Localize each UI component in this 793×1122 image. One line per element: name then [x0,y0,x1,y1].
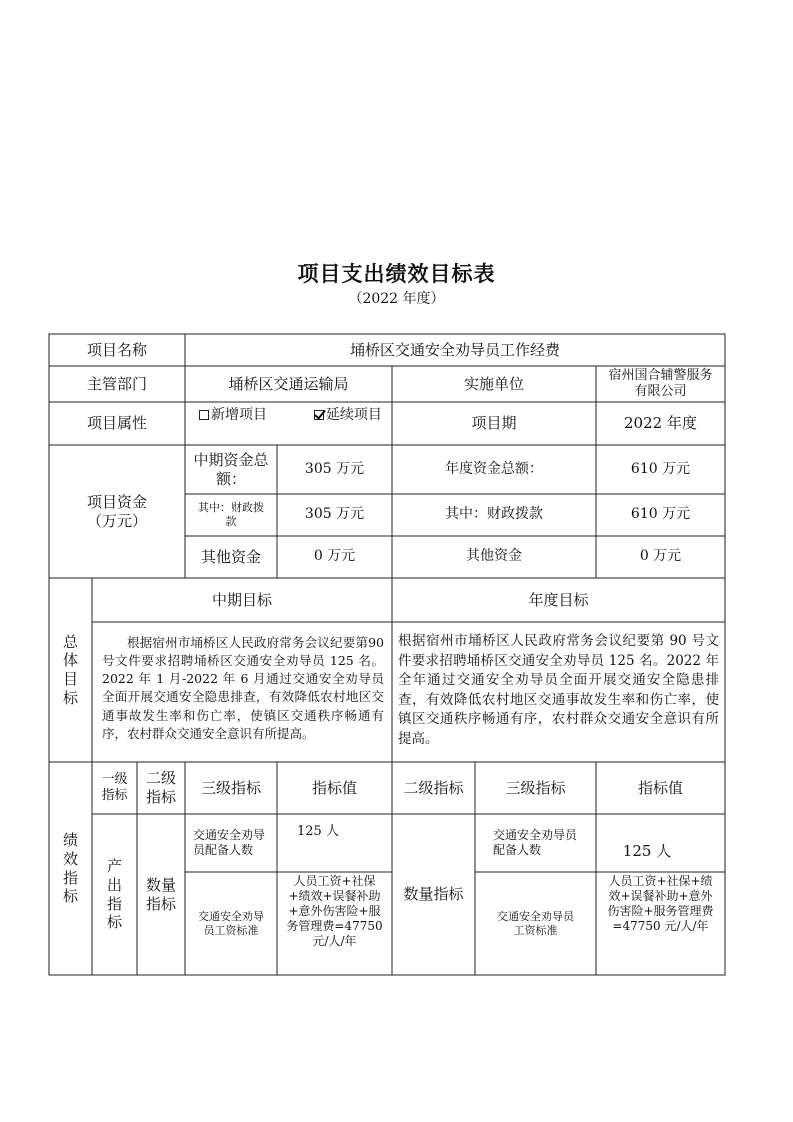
year-fiscal-value: 610 万元 [630,506,691,523]
ind2-name: 交通安全劝导员工资标准 [198,909,264,937]
ind2-value-right: 人员工资+社保+绩效+误餐补助+意外伤害险+服务管理费=47750 元/人/年 [607,874,714,933]
level2-header: 二级指标 [145,769,176,806]
period-label: 项目期 [471,414,517,433]
funds-label: 项目资金（万元） [86,492,147,530]
continued-project-checkbox[interactable] [314,410,324,420]
mid-fiscal-value: 305 万元 [304,506,365,523]
level2-header-right: 二级指标 [403,778,464,797]
page-title: 项目支出绩效目标表 [297,262,496,286]
mid-goal-text: 根据宿州市埇桥区人民政府常务会议纪要第90号文件要求招聘埇桥区交通安全劝导员 125 名。2022 年 1 月-2022 年 6 月通过交通安全劝导员全面开展交通安全隐患排查，有效降低农村地区交通事故发生率和伤亡率，使镇区交通秩序畅通有序，农村群众交通安全意识有所提高。 [102,635,384,741]
ind1-name: 交通安全劝导员配备人数 [193,828,266,857]
ind2-name-right: 交通安全劝导员工资标准 [497,909,574,937]
mid-other-label: 其他资金 [200,547,261,566]
overall-goal-label: 总体目标 [62,632,78,707]
period-value: 2022 年度 [624,414,697,433]
dept-value: 埇桥区交通运输局 [228,374,349,393]
mid-total-value: 305 万元 [304,460,365,477]
level1-header: 一级指标 [101,771,128,803]
year-fiscal-label: 其中：财政拨款 [445,506,543,523]
year-total-value: 610 万元 [630,460,691,477]
project-name-value: 埇桥区交通安全劝导员工作经费 [349,340,560,359]
year-other-value: 0 万元 [639,548,682,565]
mid-fiscal-label: 其中：财政拨款 [198,501,264,528]
page-subtitle: （2022 年度） [348,291,445,307]
value-header-right: 指标值 [637,778,683,797]
quantity-indicator-label-right: 数量指标 [403,885,464,904]
output-indicator-label: 产出指标 [106,857,122,932]
ind1-value: 125 人 [297,824,339,839]
value-header: 指标值 [311,778,357,797]
year-other-label: 其他资金 [466,548,522,565]
ind2-value: 人员工资+社保+绩效+误餐补助+意外伤害险+服务管理费=47750 元/人/年 [286,874,383,948]
year-goal-header: 年度目标 [528,590,589,609]
attr-label: 项目属性 [86,414,147,433]
attr-options [185,402,392,445]
new-project-label: 新增项目 [211,407,267,423]
impl-label: 实施单位 [463,374,524,393]
new-project-checkbox[interactable] [199,410,209,420]
level3-header: 三级指标 [200,778,261,797]
quantity-indicator-label: 数量指标 [146,875,177,913]
ind1-value-right: 125 人 [622,842,672,861]
continued-project-label: 延续项目 [325,407,382,423]
dept-label: 主管部门 [86,374,147,393]
mid-goal-header: 中期目标 [211,590,272,609]
year-goal-text: 根据宿州市埇桥区人民政府常务会议纪要第 90 号文件要求招聘埇桥区交通安全劝导员 125 名。2022 年全年通过交通安全劝导员全面开展交通安全隐患排查，有效降低农村地区交通事故发生率和伤亡率，使镇区交通秩序畅通有序，农村群众交通安全意识有所提高。 [398,633,719,747]
ind1-name-right: 交通安全劝导员配备人数 [493,828,578,857]
mid-other-value: 0 万元 [313,548,356,565]
year-total-label: 年度资金总额： [445,460,543,477]
level3-header-right: 三级指标 [505,778,566,797]
perf-label: 绩效指标 [62,831,78,906]
project-name-label: 项目名称 [86,340,147,359]
impl-value: 宿州国合辅警服务有限公司 [608,367,713,399]
mid-total-label: 中期资金总额： [193,450,269,488]
